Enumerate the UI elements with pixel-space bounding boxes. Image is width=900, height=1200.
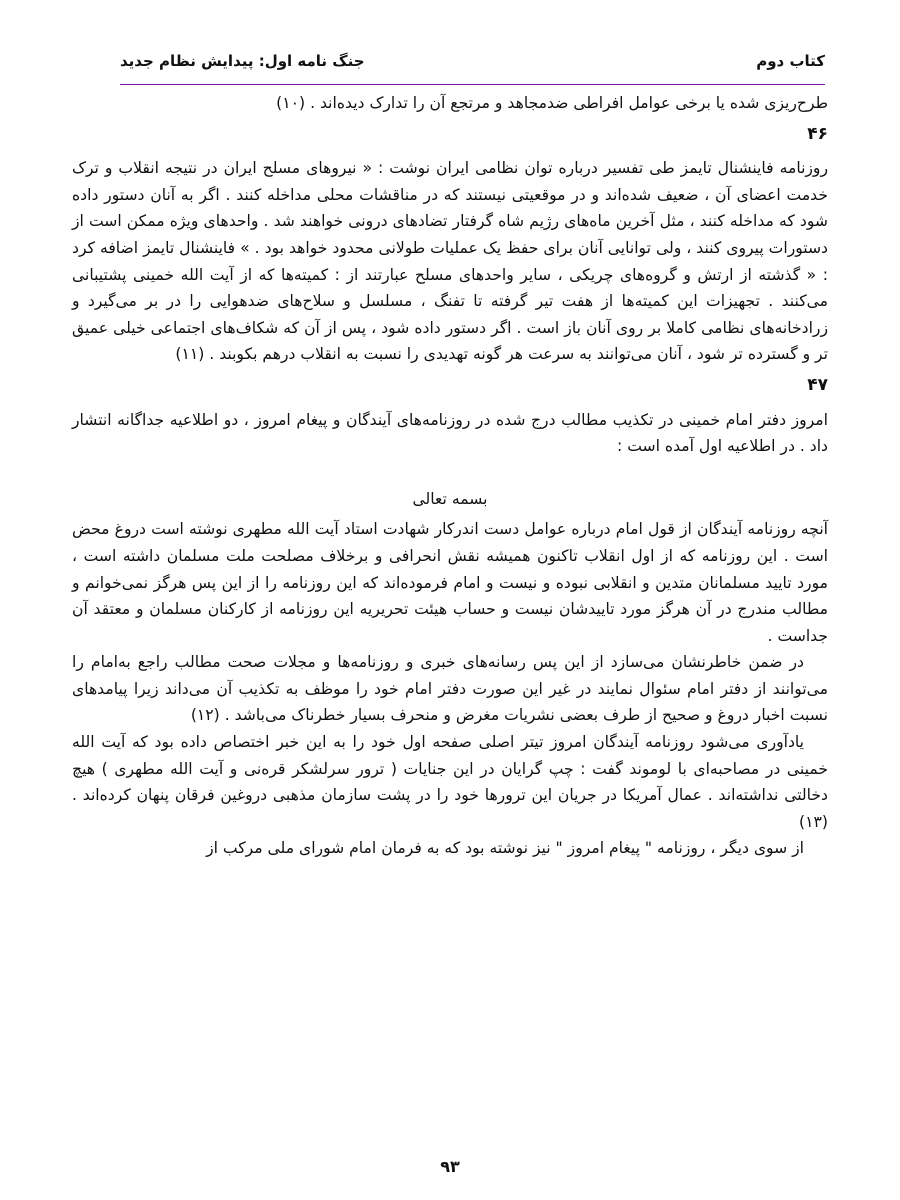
paragraph-imam-office: امروز دفتر امام خمینی در تکذیب مطالب درج شده در روزنامه‌های آیندگان و پیغام امروز ، دو اطلاعیه جداگانه انتشار داد . در اطلاعیه اول آمده است : <box>72 410 828 456</box>
page-body <box>72 90 828 862</box>
paragraph-statement-1: آنچه روزنامه آیندگان از قول امام درباره عوامل دست اندرکار شهادت استاد آیت الله مطهری نوشته است دروغ محض است . این روزنامه که از اول انقلاب تاکنون همیشه نقش انحرافی و برخلاف مصلحت ملت مسلمان داشته است ، مورد تایید مسلمانان متدین و انقلابی نبوده و نیست و امام فرموده‌اند که این روزنامه را از این پس هرگز نمی‌خوانم و مطالب مندرج در آن هرگز مورد تاییدشان نیست و حساب هیئت تحریریه این روزنامه از کارکنان مسلمان و معتقد آن جداست . <box>72 520 828 645</box>
book-title: کتاب دوم <box>756 52 825 70</box>
paragraph-reminder: یادآوری می‌شود روزنامه آیندگان امروز تیتر اصلی صفحه اول خود را به این خبر اختصاص داده بود که آیت الله خمینی در مصاحبه‌ای با لوموند گفت : چپ گرایان در این جنایات ( ترور سرلشکر قرەنی و آیت الله مطهری ) هیچ دخالتی نداشته‌اند . عمال آمریکا در جریان این ترورها خود را در پشت سازمان مذهبی دروغین فرقان پنهان کرده‌اند . (۱۳) <box>72 733 828 831</box>
paragraph-statement-2: در ضمن خاطرنشان می‌سازد از این پس رسانه‌های خبری و روزنامه‌ها و مجلات صحت مطالب راجع به‌امام را می‌توانند از دفتر امام سئوال نمایند در غیر این صورت دفتر امام خود را موظف به تکذیب آن می‌داند زیرا پیامدهای نسبت اخبار دروغ و صحیح از طرف بعضی نشریات مغرض و منحرف بسیار خطرناک می‌باشد . (۱۲) <box>72 653 828 725</box>
paragraph-payam-emrooz: از سوی دیگر ، روزنامه " پیغام امروز " نیز نوشته بود که به فرمان امام شورای ملی مرکب از <box>206 839 804 858</box>
running-header <box>120 48 825 74</box>
paragraph-financial-times: روزنامه فاینشنال تایمز طی تفسیر درباره توان نظامی ایران نوشت : « نیروهای مسلح ایران در نتیجه انقلاب و ترک خدمت اعضای آن ، ضعیف شده‌اند و در موقعیتی نیستند که در مناقشات محلی مداخله کنند . اگر به آنان دستور داده شود که مداخله کنند ، مثل آخرین ماه‌های رژیم شاه گرفتار تضادهای درونی خواهند شد . واحدهای ویژه ممکن است از دستورات پیروی کنند ، ولی توانایی آنان برای حفظ یک عملیات طولانی محدود خواهد بود . » فاینشنال تایمز اضافه کرد : « گذشته از ارتش و گروه‌های چریکی ، سایر واحدهای مسلح عبارتند از : کمیته‌ها که از آیت الله خمینی پشتیبانی می‌کنند . تجهیزات این کمیته‌ها از هفت تیر گرفته تا تفنگ ، مسلسل و سلاح‌های ضدهوایی را در بر می‌گیرد و زرادخانه‌های نظامی کاملا بر روی آنان باز است . اگر دستور داده شود ، پس از آن که شکاف‌های اجتماعی خیلی عمیق تر و گسترده تر شود ، آنان می‌توانند به سرعت هر گونه تهدیدی را نسبت به انقلاب درهم بکوبند . (۱۱) <box>72 159 828 364</box>
paragraph-continued: طرح‌ریزی شده یا برخی عوامل افراطی ضدمجاهد و مرتجع آن را تدارک دیده‌اند . (۱۰) <box>276 94 828 112</box>
entry-number-47: ۴۷ <box>807 374 828 395</box>
header-divider <box>120 84 825 85</box>
chapter-title: جنگ نامه اول: پیدایش نظام جدید <box>120 52 365 70</box>
statement-heading: بسمه تعالی <box>412 489 488 508</box>
entry-number-46: ۴۶ <box>807 123 828 144</box>
page-number: ۹۳ <box>440 1157 460 1176</box>
